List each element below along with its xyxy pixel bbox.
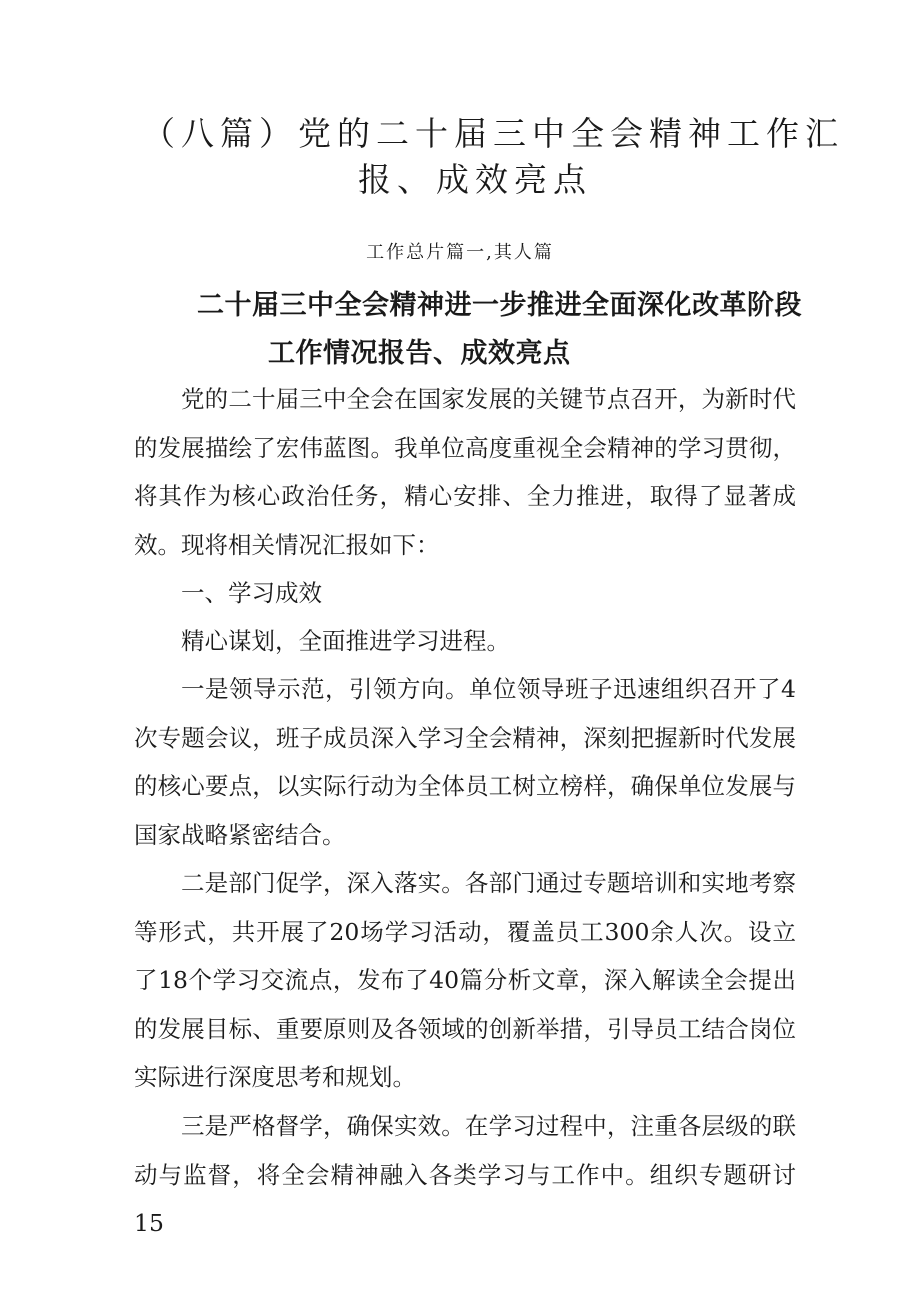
document-title-line-2: 报、成效亮点 (358, 160, 592, 199)
section-title-line-1: 二十届三中全会精神进一步推进全面深化改革阶段 (197, 290, 802, 321)
document-subtitle: 工作总片篇一,其人篇 (366, 242, 554, 263)
document-title-line-1: （八篇）党的二十届三中全会精神工作汇 (142, 114, 844, 153)
intro-paragraph: 党的二十届三中全会在国家发展的关键节点召开，为新时代的发展描绘了宏伟蓝图。我单位高度重视全会精神的学习贯彻，将其作为核心政治任务，精心安排、全力推进，取得了显著成效。现将相关情况汇报如下： (134, 385, 796, 559)
section-title-line-2: 工作情况报告、成效亮点 (268, 338, 571, 369)
lead-sentence: 精心谋划，全面推进学习进程。 (181, 627, 510, 655)
point-department: 二是部门促学，深入落实。各部门通过专题培训和实地考察等形式，共开展了20场学习活动，覆盖员工300余人次。设立了18个学习交流点，发布了40篇分析文章，深入解读全会提出的发展目标、重要原则及各领域的创新举措，引导员工结合岗位实际进行深度思考和规划。 (134, 869, 796, 1092)
point-supervision: 三是严格督学，确保实效。在学习过程中，注重各层级的联动与监督，将全会精神融入各类学习与工作中。组织专题研讨15 (134, 1112, 796, 1238)
point-leadership: 一是领导示范，引领方向。单位领导班子迅速组织召开了4次专题会议，班子成员深入学习全会精神，深刻把握新时代发展的核心要点，以实际行动为全体员工树立榜样，确保单位发展与国家战略紧密结合。 (134, 675, 796, 849)
heading-learning-results: 一、学习成效 (181, 579, 322, 607)
